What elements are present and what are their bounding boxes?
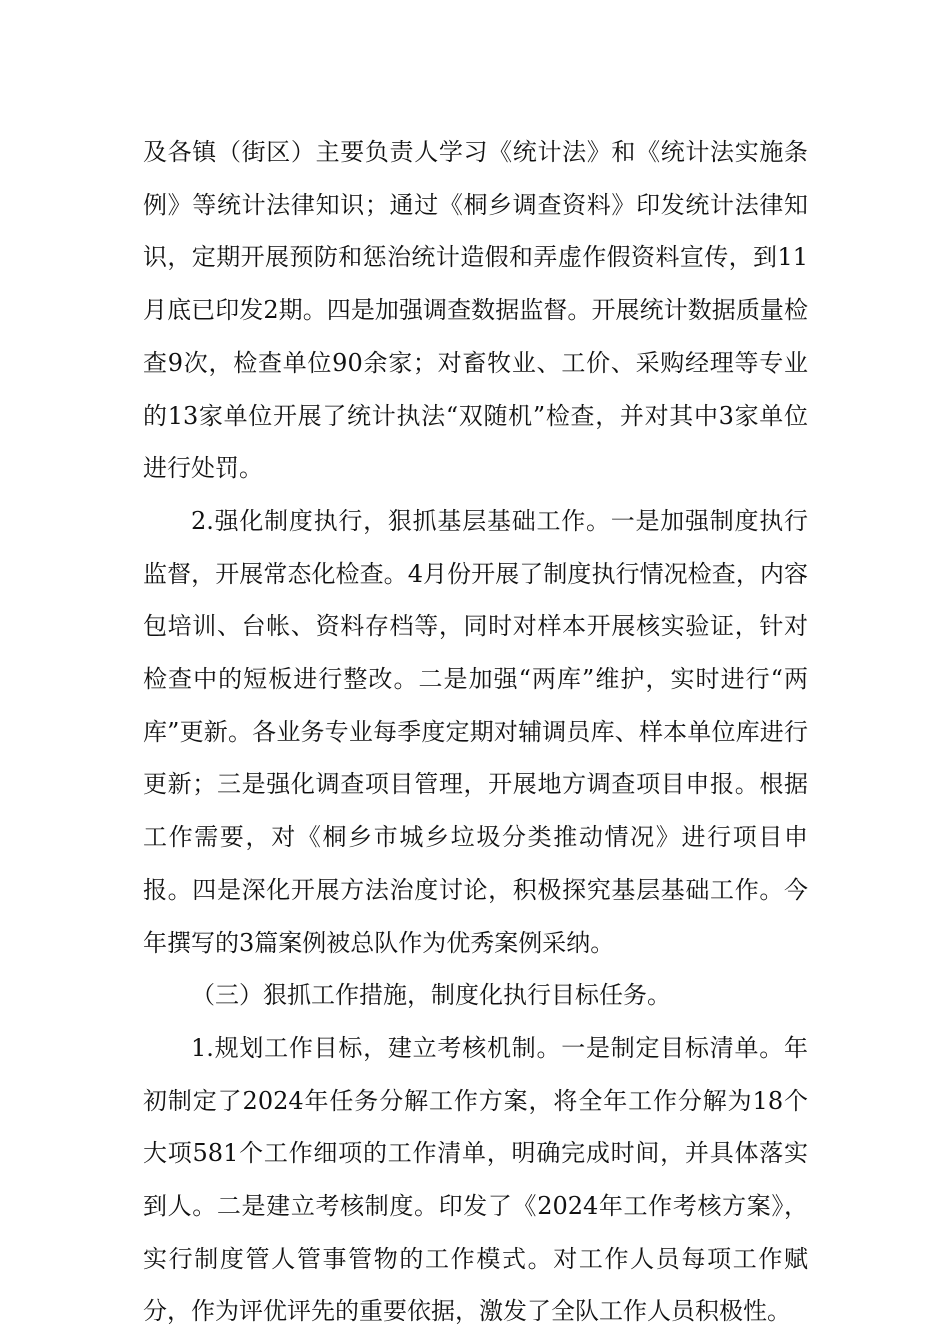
document-body: [143, 126, 808, 1338]
section-heading-3: （三）狠抓工作措施，制度化执行目标任务。: [191, 981, 671, 1010]
paragraph-item-1: 1.规划工作目标，建立考核机制。一是制定目标清单。年初制定了2024年任务分解工作方案，将全年工作分解为18个大项581个工作细项的工作清单，明确完成时间，并具体落实到人。二是建立考核制度。印发了《2024年工作考核方案》，实行制度管人管事管物的工作模式。对工作人员每项工作赋分，作为评优评先的重要依据，激发了全队工作人员积极性。: [143, 1033, 808, 1326]
paragraph-item-2: 2.强化制度执行，狠抓基层基础工作。一是加强制度执行监督，开展常态化检查。4月份开展了制度执行情况检查，内容包培训、台帐、资料存档等，同时对样本开展核实验证，针对检查中的短板进行整改。二是加强“两库”维护，实时进行“两库”更新。各业务专业每季度定期对辅调员库、样本单位库进行更新；三是强化调查项目管理，开展地方调查项目申报。根据工作需要，对《桐乡市城乡垃圾分类推动情况》进行项目申报。四是深化开展方法治度讨论，积极探究基层基础工作。今年撰写的3篇案例被总队作为优秀案例采纳。: [143, 506, 808, 957]
paragraph-continuation: 及各镇（街区）主要负责人学习《统计法》和《统计法实施条例》等统计法律知识；通过《桐乡调查资料》印发统计法律知识，定期开展预防和惩治统计造假和弄虚作假资料宣传，到11月底已印发2期。四是加强调查数据监督。开展统计数据质量检查9次，检查单位90余家；对畜牧业、工价、采购经理等专业的13家单位开展了统计执法“双随机”检查，并对其中3家单位进行处罚。: [143, 138, 808, 483]
